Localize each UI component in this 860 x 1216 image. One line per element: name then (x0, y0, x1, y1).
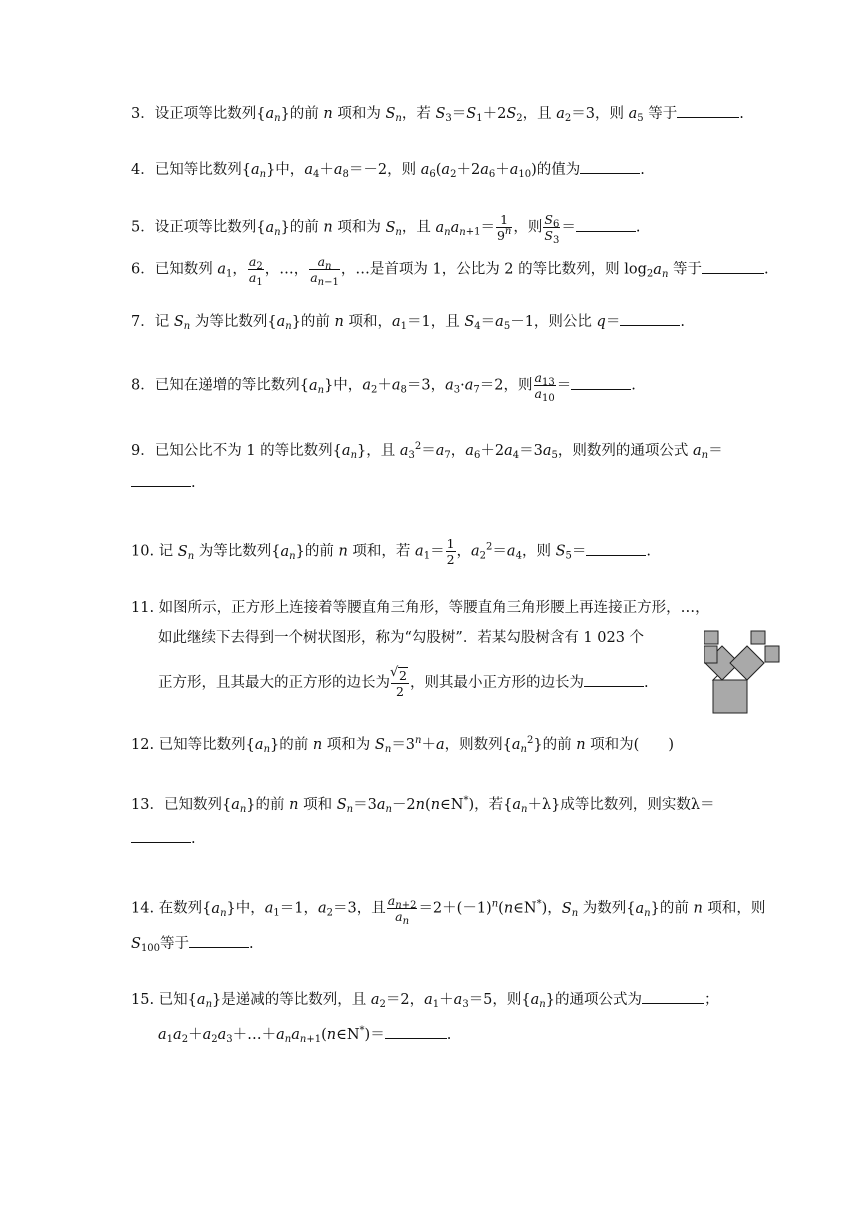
answer-blank[interactable] (620, 313, 680, 326)
answer-blank[interactable] (385, 1026, 447, 1039)
question-11-line-2: 如此继续下去得到一个树状图形，称为“勾股树”．若某勾股树含有 1 023 个 (158, 630, 645, 646)
question-12: 12. 已知等比数列$\{a_n\}$的前 n 项和为 $S_n=3^n+a$，则数列$\{a_n^2\}$的前 n 项和为( ) (131, 735, 674, 755)
answer-blank[interactable] (189, 935, 249, 948)
answer-blank[interactable] (584, 674, 644, 687)
fraction: $\frac{a_n}{a_{n-1}}$ (310, 254, 339, 288)
fraction: $\frac{S_6}{S_3}$ (544, 212, 560, 246)
fraction: $\frac{a_2}{a_1}$ (248, 254, 263, 288)
question-5: 5．设正项等比数列$\{a_n\}$的前 n 项和为 $S_n$，且 $a_na_{n+1}=$ $\frac{1}{9^n}$ ，则 $\frac{S_6}{S_3}$ ＝ . (131, 212, 641, 246)
question-9: 9．已知公比不为 1 的等比数列$\{a_n\}$，且 $a_3^2=a_7$，$a_6+2a_4=3a_5$，则数列的通项公式 $a_n=$ (131, 441, 723, 461)
answer-blank[interactable] (580, 161, 640, 174)
question-9-line-2: . (131, 474, 196, 492)
pythagoras-tree-figure (704, 627, 782, 715)
question-4: 4．已知等比数列$\{a_n\}$中，$a_4+a_8=-2$，则 $a_6(a_2+2a_6+a_{10})$的值为 . (131, 162, 645, 180)
question-13: 13．已知数列$\{a_n\}$的前 n 项和 $S_n=3a_n-2n(n\in N^*)$，若$\{a_n+\lambda\}$成等比数列，则实数λ＝ (131, 795, 715, 815)
tree-square-small (704, 631, 718, 644)
question-15-line-2: $a_1a_2+a_2a_3+\dots+a_na_{n+1}(n\in N^*)=$ . (158, 1025, 452, 1045)
question-6: 6．已知数列 $a_1$， $\frac{a_2}{a_1}$ ，…， $\frac{a_n}{a_{n-1}}$ ，…是首项为 1，公比为 2 的等比数列，则 $\log_2a_n$ 等于 . (131, 254, 769, 288)
question-3: 3．设正项等比数列$\{a_n\}$的前 n 项和为 $S_n$，若 $S_3=S_1+2S_2$，且 $a_2=3$，则 $a_5$ 等于 . (131, 106, 744, 124)
answer-blank[interactable] (131, 830, 191, 843)
answer-blank[interactable] (677, 105, 739, 118)
fraction: $\frac{1}{9^n}$ (496, 212, 512, 243)
tree-square-largest (713, 680, 747, 713)
fraction: $\frac{1}{2}$ (446, 536, 455, 567)
question-8: 8．已知在递增的等比数列$\{a_n\}$中，$a_2+a_8=3$，$a_3\cdot a_7=2$，则 $\frac{a_{13}}{a_{10}}$ ＝ . (131, 370, 636, 404)
answer-blank[interactable] (642, 991, 704, 1004)
answer-blank[interactable] (576, 219, 636, 232)
fraction: √ $\frac{2}{2}$ (391, 667, 409, 699)
tree-squares (704, 631, 779, 713)
question-11-line-3: 正方形，且其最大的正方形的边长为 √ $\frac{2}{2}$ ，则其最小正方形的边长为 . (158, 667, 649, 699)
fraction: $\frac{a_{13}}{a_{10}}$ (534, 370, 555, 404)
tree-square-small (751, 631, 765, 644)
question-7: 7．记 $S_n$ 为等比数列$\{a_n\}$的前 n 项和，$a_1=1$，且 $S_4=a_5-1$，则公比 q＝ . (131, 314, 685, 332)
question-14: 14. 在数列$\{a_n\}$中，$a_1=1$，$a_2=3$，且 $\frac{a_{n+2}}{a_n}$ $=2+(-1)^n(n\in N^*)$，$S_n$ 为数列$\{a_n\}$的前 n 项和，则 (131, 893, 766, 927)
tree-square-small (765, 646, 779, 662)
question-15: 15. 已知$\{a_n\}$是递减的等比数列，且 $a_2=2$，$a_1+a_3=5$，则$\{a_n\}$的通项公式为 ； (131, 992, 719, 1010)
answer-blank[interactable] (571, 377, 631, 390)
answer-blank[interactable] (586, 543, 646, 556)
question-10: 10. 记 $S_n$ 为等比数列$\{a_n\}$的前 n 项和，若 $a_1=$ $\frac{1}{2}$ ，$a_2^2=a_4$，则 $S_5=$ . (131, 536, 651, 567)
answer-blank[interactable] (702, 261, 764, 274)
answer-blank[interactable] (131, 474, 191, 487)
fraction: $\frac{a_{n+2}}{a_n}$ (387, 893, 417, 927)
question-11: 11. 如图所示，正方形上连接着等腰直角三角形，等腰直角三角形腰上再连接正方形，…， (131, 600, 710, 616)
question-13-line-2: . (131, 830, 196, 848)
question-14-line-2: $S_{100}$等于 . (131, 936, 254, 954)
tree-square-small (704, 646, 717, 663)
